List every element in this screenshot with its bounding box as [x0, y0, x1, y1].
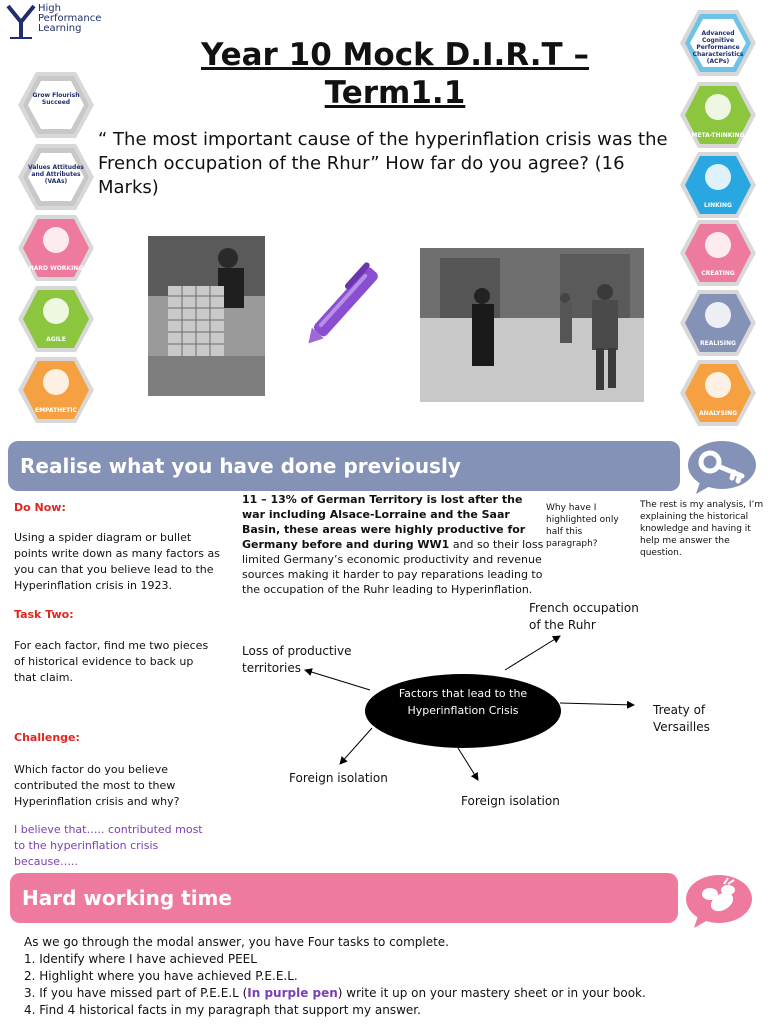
task-item-1: 1. Identify where I have achieved PEEL	[24, 952, 257, 966]
title-line-1: Year 10 Mock D.I.R.T –	[201, 37, 589, 73]
paragraph-analysis-part: and so their loss limited Germany’s economic productivity and revenue sources making it harder to pay reparations leading to the occupation of the Ruhr leading to Hyperinflation.	[242, 538, 544, 596]
task-item-4: 4. Find 4 historical facts in my paragraph that support my answer.	[24, 1003, 421, 1017]
mindmap-french-label: French occupation of the Ruhr	[529, 601, 639, 632]
mindmap-foreign-label-2: Foreign isolation	[461, 794, 560, 808]
task-3-purple-pen: In purple pen	[247, 986, 338, 1000]
hard-working-banner-text: Hard working time	[22, 886, 232, 910]
left-hex-label-1: Values Attitudes and Attributes (VAAs)	[28, 164, 84, 185]
right-hex-label-3: CREATING	[701, 270, 735, 277]
mindmap-loss-label: Loss of productive territories	[242, 644, 352, 675]
exam-question: “ The most important cause of the hyperinflation crisis was the French occupation of the Rhur” How far do you agree? (16 Marks)	[98, 129, 668, 198]
left-hex-label-4: EMPATHETIC	[34, 407, 78, 414]
tasks-list	[24, 951, 744, 1019]
task-3-end: ) write it up on your mastery sheet or in your book.	[337, 986, 646, 1000]
logo-line-2: Performance	[38, 13, 102, 24]
right-hex-label-0: Advanced Cognitive Performance Characteristics (ACPs)	[692, 30, 744, 65]
challenge-heading: Challenge:	[14, 731, 80, 744]
right-hex-label-5: ANALYSING	[698, 410, 738, 417]
task-two-heading: Task Two:	[14, 608, 74, 621]
note-analysis: The rest is my analysis, I’m explaining the historical knowledge and having it help me answer the question.	[640, 500, 764, 558]
paragraph-highlighted-part: 11 – 13% of German Territory is lost after the war including Alsace-Lorraine and the Saar Basin, these areas were highly productive for Germany before and during WW1	[242, 493, 526, 551]
task-two-text: For each factor, find me two pieces of historical evidence to back up that claim.	[14, 639, 209, 684]
task-3-start: 3. If you have missed part of P.E.E.L (	[24, 986, 248, 1000]
right-hex-label-4: REALISING	[700, 340, 736, 347]
challenge-text: Which factor do you believe contributed the most to thew Hyperinflation crisis and why?	[14, 763, 180, 808]
mindmap-foreign-label-1: Foreign isolation	[289, 771, 388, 785]
note-why-highlighted: Why have I highlighted only half this paragraph?	[546, 503, 619, 549]
mindmap-center-label: Factors that lead to the Hyperinflation Crisis	[398, 687, 528, 717]
right-hex-label-2: LINKING	[704, 202, 732, 209]
hard-working-banner	[10, 873, 678, 923]
arrow-to-foreign-1	[340, 728, 372, 764]
arrow-to-foreign-2	[458, 748, 478, 780]
task-item-2: 2. Highlight where you have achieved P.E.E.L.	[24, 969, 298, 983]
mindmap-treaty-label: Treaty of Versailles	[653, 703, 710, 734]
logo-line-3: Learning	[38, 23, 82, 34]
left-hex-label-3: AGILE	[46, 336, 66, 343]
task-item-3	[24, 985, 744, 1002]
left-hex-label-0: Grow Flourish Succeed	[32, 92, 80, 106]
challenge-sentence-starter: I believe that….. contributed most to the hyperinflation crisis because…..	[14, 823, 203, 868]
realise-banner-text: Realise what you have done previously	[20, 454, 461, 478]
arrow-to-treaty	[560, 703, 634, 705]
arrow-to-french	[505, 636, 560, 670]
title-line-2: Term1.1	[324, 75, 466, 111]
tasks-block	[24, 934, 744, 1019]
hard-working-bee-icon	[684, 872, 754, 930]
right-hex-label-1: META-THINKING	[691, 132, 745, 139]
logo-line-1: High	[38, 3, 61, 14]
tasks-intro: As we go through the modal answer, you have Four tasks to complete.	[24, 935, 449, 949]
do-now-text: Using a spider diagram or bullet points write down as many factors as you can that you believe lead to the Hyperinflation crisis in 1923.	[14, 531, 220, 592]
do-now-heading: Do Now:	[14, 501, 66, 514]
left-hex-label-2: HARD WORKING	[28, 265, 84, 272]
